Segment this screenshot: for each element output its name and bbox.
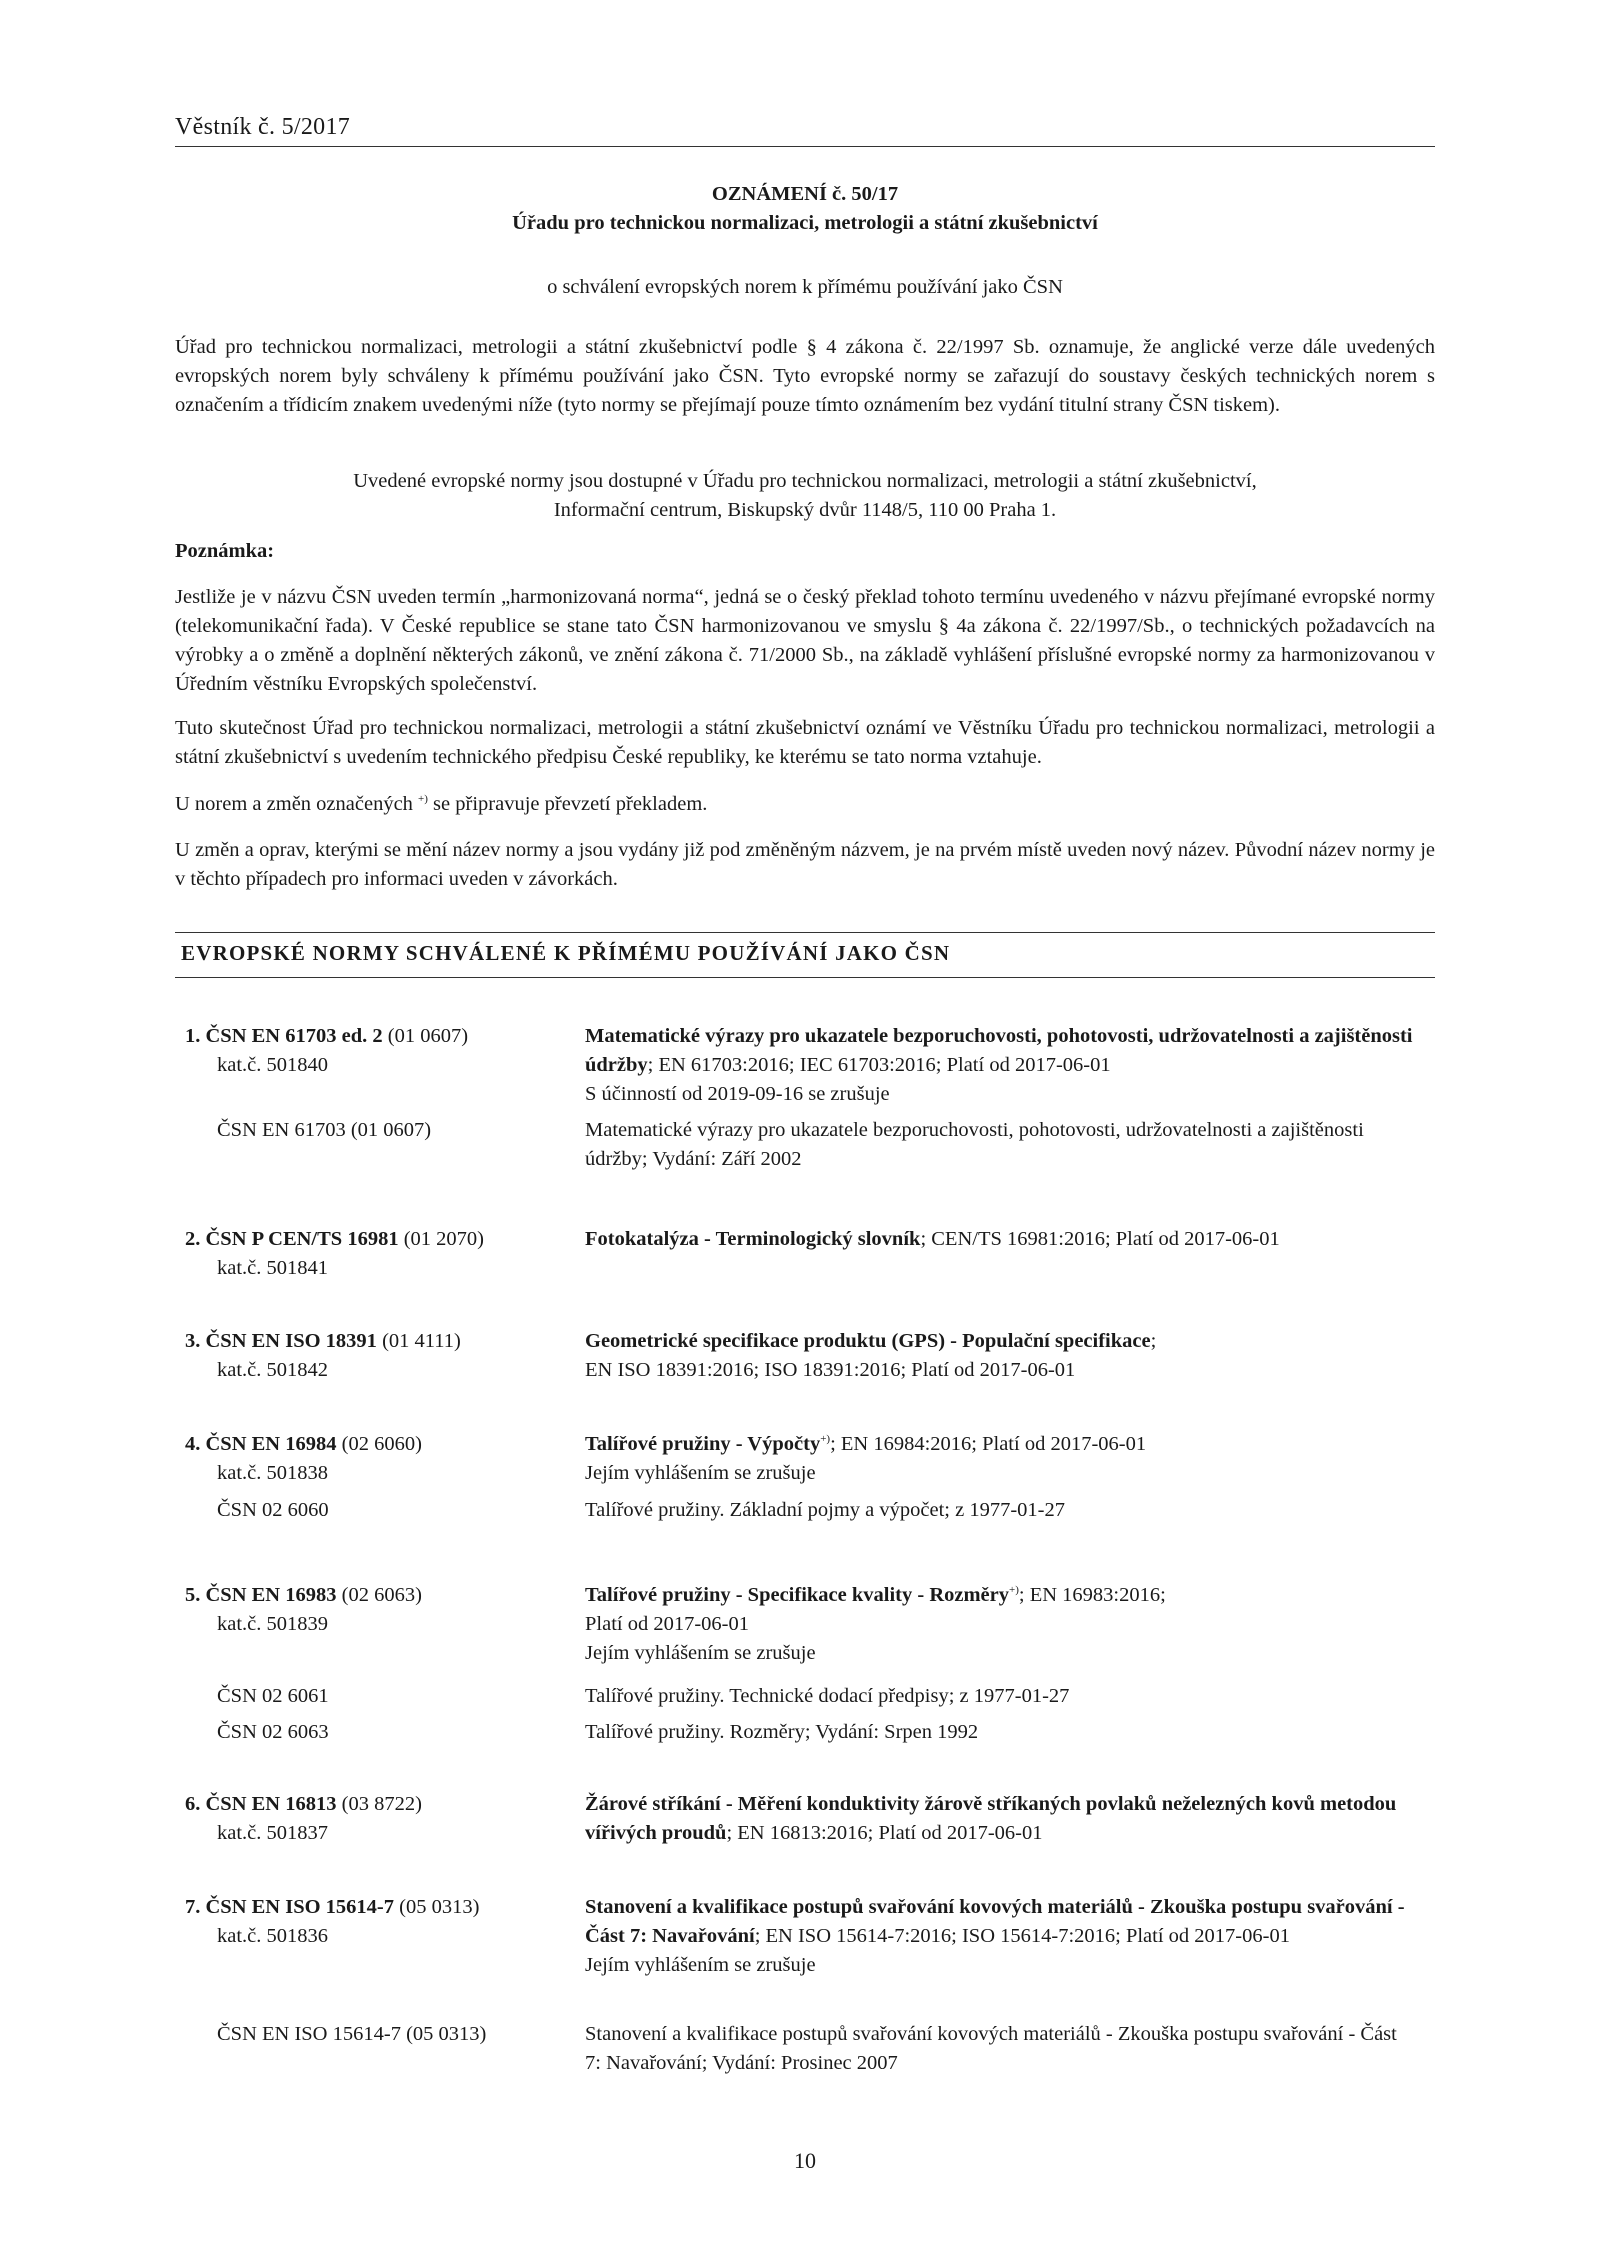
note-paragraph-3 (175, 790, 1435, 819)
announcement-title (175, 180, 1435, 238)
norm-id (185, 1225, 565, 1283)
replaced-norm-title: Stanovení a kvalifikace postupů svařování kovových materiálů - Zkouška postupu svařování - Část 7: Navařování; Vydání: Prosinec 2007 (585, 2023, 1397, 2074)
norm-code: ČSN EN ISO 15614-7 (205, 1896, 395, 1918)
norm-details-line-2: Platí od 2017-06-01 (585, 1613, 749, 1635)
norm-details-line-2: EN ISO 18391:2016; ISO 18391:2016; Platí od 2017-06-01 (585, 1359, 1076, 1381)
availability-note (175, 467, 1435, 525)
norm-details: ; EN ISO 15614-7:2016; ISO 15614-7:2016; Platí od 2017-06-01 (754, 1925, 1290, 1947)
norm-validity-note: Jejím vyhlášením se zrušuje (585, 1954, 816, 1976)
norm-title: Fotokatalýza - Terminologický slovník (585, 1228, 921, 1250)
norm-number: 3. (185, 1330, 201, 1352)
norm-code: ČSN EN 16813 (205, 1793, 337, 1815)
norm-id (185, 1581, 565, 1639)
norm-kat: kat.č. 501838 (217, 1462, 329, 1484)
norm-id (185, 1022, 565, 1080)
norm-id (185, 1327, 565, 1385)
norm-code: ČSN EN ISO 18391 (205, 1330, 377, 1352)
title-line-1: OZNÁMENÍ č. 50/17 (711, 183, 899, 205)
norm-details: ; (1150, 1330, 1157, 1352)
title-line-2: Úřadu pro technickou normalizaci, metrologii a státní zkušebnictví (512, 212, 1098, 234)
availability-line-1: Uvedené evropské normy jsou dostupné v Úřadu pro technickou normalizaci, metrologii a státní zkušebnictví, (353, 470, 1257, 492)
replaced-norm-title: Talířové pružiny. Rozměry; Vydání: Srpen 1992 (585, 1721, 979, 1743)
header-text: Věstník č. 5/2017 (175, 114, 351, 140)
page-number: 10 (794, 2148, 816, 2173)
norm-details: ; EN 16984:2016; Platí od 2017-06-01 (830, 1433, 1147, 1455)
norm-class: (01 2070) (403, 1228, 484, 1250)
note-p3-text-b: se připravuje převzetí překladem. (427, 793, 708, 815)
replaced-norm-code: ČSN EN ISO 15614-7 (05 0313) (217, 2023, 487, 2045)
note-paragraph-4: U změn a oprav, kterými se mění název normy a jsou vydány již pod změněným názvem, je na prvém místě uveden nový název. Původní název normy je v těchto případech pro informaci uveden v závorkách. (175, 839, 1435, 890)
note-p3-sup: +) (418, 793, 428, 805)
norm-details: ; EN 16813:2016; Platí od 2017-06-01 (726, 1822, 1043, 1844)
norm-description (585, 1790, 1405, 1848)
norm-id (185, 1893, 565, 1951)
norm-description (585, 1327, 1435, 1385)
norm-description (585, 1893, 1435, 1980)
norm-kat: kat.č. 501837 (217, 1822, 329, 1844)
norm-class: (01 0607) (387, 1025, 469, 1047)
norm-code: ČSN P CEN/TS 16981 (205, 1228, 399, 1250)
norm-title: Talířové pružiny - Výpočty (585, 1433, 821, 1455)
translation-mark: +) (820, 1433, 831, 1445)
norm-kat: kat.č. 501840 (217, 1054, 329, 1076)
replaced-norm-code: ČSN 02 6060 (217, 1499, 329, 1521)
replaced-norm-title: Matematické výrazy pro ukazatele bezporuchovosti, pohotovosti, udržovatelnosti a zajištěnosti údržby; Vydání: Září 2002 (585, 1119, 1364, 1170)
note-paragraph-1: Jestliže je v názvu ČSN uveden termín „harmonizovaná norma“, jedná se o český překlad tohoto termínu uvedeného v názvu přejímané evropské normy (telekomunikační řada). V České republice se stane tato ČSN harmonizovanou ve smyslu § 4a zákona č. 22/1997/Sb., o technických požadavcích na výrobky a o změně a doplnění některých zákonů, ve znění zákona č. 71/2000 Sb., na základě vyhlášení příslušné evropské normy za harmonizovanou v Úředním věstníku Evropských společenství. (175, 586, 1435, 695)
norm-number: 6. (185, 1793, 201, 1815)
norm-code: ČSN EN 61703 ed. 2 (205, 1025, 383, 1047)
norm-class: (02 6060) (341, 1433, 422, 1455)
norm-title: Žárové stříkání - Měření konduktivity žárově stříkaných povlaků neželezných kovů metodou vířivých proudů (585, 1793, 1397, 1844)
replaced-norm-code: ČSN 02 6063 (217, 1721, 329, 1743)
norm-kat: kat.č. 501842 (217, 1359, 329, 1381)
norm-number: 1. (185, 1025, 201, 1047)
norm-details: ; EN 61703:2016; IEC 61703:2016; Platí od 2017-06-01 (647, 1054, 1111, 1076)
norm-description (585, 1430, 1435, 1488)
norm-title: Matematické výrazy pro ukazatele bezporuchovosti, pohotovosti, udržovatelnosti a zajištěnosti údržby (585, 1025, 1413, 1076)
note-heading: Poznámka: (175, 540, 275, 562)
availability-line-2: Informační centrum, Biskupský dvůr 1148/5, 110 00 Praha 1. (553, 499, 1057, 521)
section-heading-box (175, 932, 1435, 978)
replaced-norm-code: ČSN 02 6061 (217, 1685, 329, 1707)
note-p3-text-a: U norem a změn označených (175, 793, 419, 815)
norm-description (585, 1022, 1435, 1109)
norm-id (185, 1790, 565, 1848)
norm-title: Geometrické specifikace produktu (GPS) - Populační specifikace (585, 1330, 1151, 1352)
norm-number: 7. (185, 1896, 201, 1918)
replaced-norm-title: Talířové pružiny. Technické dodací předpisy; z 1977-01-27 (585, 1685, 1070, 1707)
norm-number: 4. (185, 1433, 201, 1455)
norm-class: (01 4111) (382, 1330, 461, 1352)
section-heading: EVROPSKÉ NORMY SCHVÁLENÉ K PŘÍMÉMU POUŽÍVÁNÍ JAKO ČSN (181, 941, 951, 965)
norm-title: Stanovení a kvalifikace postupů svařování kovových materiálů - Zkouška postupu svařování - Část 7: Navařování (585, 1896, 1405, 1947)
norm-class: (02 6063) (341, 1584, 422, 1606)
norm-code: ČSN EN 16983 (205, 1584, 337, 1606)
norm-id (185, 1430, 565, 1488)
norm-validity-note: S účinností od 2019-09-16 se zrušuje (585, 1083, 890, 1105)
norm-description (585, 1581, 1435, 1668)
norm-class: (03 8722) (341, 1793, 422, 1815)
norm-kat: kat.č. 501839 (217, 1613, 329, 1635)
norm-kat: kat.č. 501841 (217, 1257, 329, 1279)
norm-validity-note: Jejím vyhlášením se zrušuje (585, 1462, 816, 1484)
note-paragraph-2: Tuto skutečnost Úřad pro technickou normalizaci, metrologii a státní zkušebnictví oznámí ve Věstníku Úřadu pro technickou normalizaci, metrologii a státní zkušebnictví s uvedením technického předpisu České republiky, ke kterému se tato norma vztahuje. (175, 717, 1435, 768)
running-header (175, 110, 1435, 147)
norm-number: 2. (185, 1228, 201, 1250)
norm-code: ČSN EN 16984 (205, 1433, 337, 1455)
intro-paragraph: Úřad pro technickou normalizaci, metrologii a státní zkušebnictví podle § 4 zákona č. 22/1997 Sb. oznamuje, že anglické verze dále uvedených evropských norem byly schváleny k přímému používání jako ČSN. Tyto evropské normy se zařazují do soustavy českých technických norem s označením a třídicím znakem uvedenými níže (tyto normy se přejímají pouze tímto oznámením bez vydání titulní strany ČSN tiskem). (175, 336, 1435, 416)
norm-title: Talířové pružiny - Specifikace kvality - Rozměry (585, 1584, 1009, 1606)
norm-number: 5. (185, 1584, 201, 1606)
norm-details: ; CEN/TS 16981:2016; Platí od 2017-06-01 (920, 1228, 1280, 1250)
replaced-norm-title: Talířové pružiny. Základní pojmy a výpočet; z 1977-01-27 (585, 1499, 1065, 1521)
norm-validity-note: Jejím vyhlášením se zrušuje (585, 1642, 816, 1664)
announcement-subtitle: o schválení evropských norem k přímému používání jako ČSN (547, 276, 1063, 298)
norm-description (585, 1225, 1435, 1254)
norm-details: ; EN 16983:2016; (1018, 1584, 1166, 1606)
norm-kat: kat.č. 501836 (217, 1925, 329, 1947)
replaced-norm-code: ČSN EN 61703 (01 0607) (217, 1119, 432, 1141)
norm-class: (05 0313) (399, 1896, 480, 1918)
translation-mark: +) (1009, 1584, 1019, 1596)
